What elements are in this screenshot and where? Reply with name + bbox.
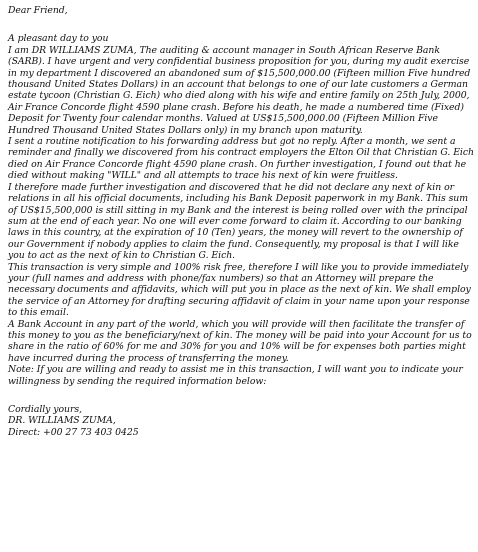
notification-paragraph: I sent a routine notification to his forwarding address but got no reply. After a month, we sent a reminder and finally we discovered from his contract employers the Elton Oil that Christian G. Eich died on Air France Concorde flight 4590 plane crash. On further investigation, I found out that he died without making "WILL" and all attempts to trace his next of kin were fruitless. <box>8 136 474 182</box>
signer-name: DR. WILLIAMS ZUMA, <box>8 415 116 427</box>
investigation-paragraph: I therefore made further investigation and discovered that he did not declare any next of kin or relations in all his official documents, including his Bank Deposit paperwork in my Bank. This sum of US$15,500,000 is still sitting in my Bank and the interest is being rolled over with the principal sum at the end of each year. No one will ever come forward to claim it. According to our banking laws in this country, at the expiration of 10 (Ten) years, the money will revert to the ownership of our Government if nobody applies to claim the fund. Consequently, my proposal is that I will like you to act as the next of kin to Christian G. Eich. <box>8 181 469 262</box>
note-paragraph: Note: If you are willing and ready to assist me in this transaction, I will want you to indicate your willingness by sending the required information below: <box>8 364 463 387</box>
transaction-paragraph: This transaction is very simple and 100% risk free, therefore I will like you to provide immediately your (full names and address with phone/fax numbers) so that an Attorney will prepare the necessary documents and affidavits, which will put you in place as the next of kin. We shall employ the service of an Attorney for drafting securing affidavit of claim in your name upon your response to this email. <box>8 261 471 319</box>
signoff: Cordially yours, <box>8 404 82 415</box>
opening-line: A pleasant day to you <box>8 33 109 45</box>
introduction-paragraph: I am DR WILLIAMS ZUMA, The auditing & account manager in South African Reserve Bank (SARB). I have urgent and very confidential business proposition for you, during my audit exercise in my department I discovered an abandoned sum of $15,500,000.00 (Fifteen million Five hundred thousand United States Dollars) in an account that belongs to one of our late customers a German estate tycoon (Christian G. Eich) who died along with his wife and entire family on 25th July, 2000, Air France Concorde flight 4590 plane crash. Before his death, he made a numbered time (Fixed) Deposit for Twenty four calendar months. Valued at US$15,500,000.00 (Fifteen Million Five Hundred Thousand United States Dollars only) in my branch upon maturity. <box>8 44 471 136</box>
direct-phone: Direct: +00 27 73 403 0425 <box>8 426 139 438</box>
letter-body <box>8 5 474 438</box>
greeting: Dear Friend, <box>8 5 68 16</box>
bank-account-paragraph: A Bank Account in any part of the world, which you will provide will then facilitate the transfer of this money to you as the beneficiary/next of kin. The money will be paid into your Account for us to share in the ratio of 60% for me and 30% for you and 10% will be for expenses both parties might have incurred during the process of transferring the money. <box>8 318 472 364</box>
